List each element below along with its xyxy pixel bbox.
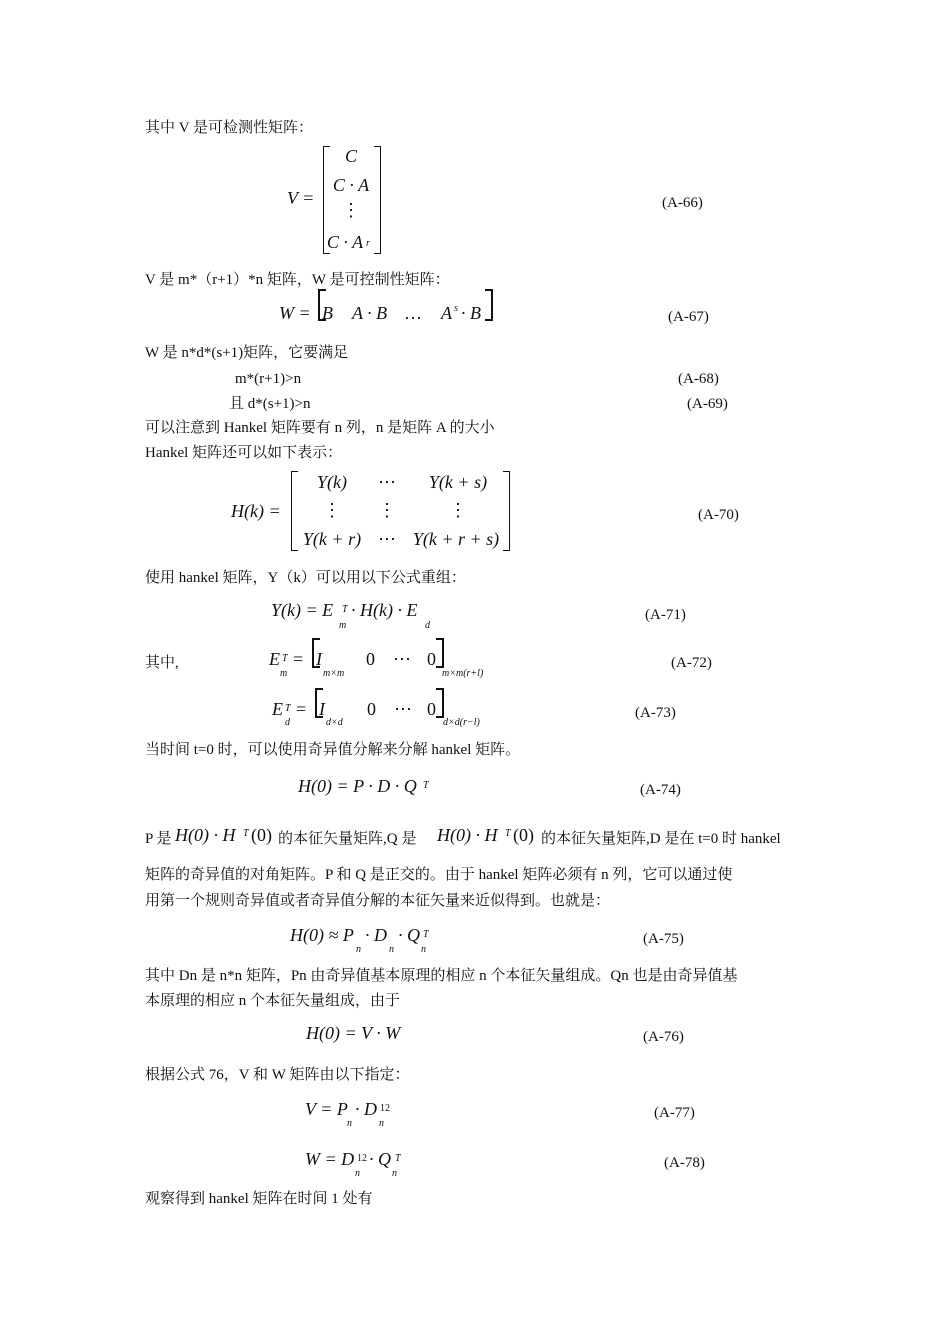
eq-label: (A-77) (654, 1105, 695, 1121)
text-line: 观察得到 hankel 矩阵在时间 1 处有 (145, 1191, 373, 1207)
e71-sup: T (342, 604, 348, 615)
inline-math: (0) (513, 825, 534, 845)
e73-sub: d (285, 717, 290, 728)
eq-label: (A-69) (687, 396, 728, 412)
eq-label: (A-76) (643, 1029, 684, 1045)
v-row-3: ⋮ (342, 200, 360, 220)
eq-label: (A-70) (698, 507, 739, 523)
eq-label: (A-78) (664, 1155, 705, 1171)
e73-sub-i: d×d (326, 717, 343, 728)
e73-cell: 0 (367, 699, 376, 719)
text-line: 用第一个规则奇异值或者奇异值分解的本征矢量来近似得到。也就是： (145, 893, 611, 909)
e72-cell: ⋯ (393, 649, 411, 669)
v-lhs: V = (287, 188, 315, 208)
w-cell: A (441, 303, 452, 323)
h-cell: ⋯ (378, 529, 396, 549)
inline-math: (0) (251, 825, 272, 845)
text-line: 根据公式 76，V 和 W 矩阵由以下指定： (145, 1067, 410, 1083)
e75-sub: n (389, 944, 394, 955)
e78-text: W = D (305, 1149, 355, 1169)
e71-text: Y(k) = E (271, 600, 334, 620)
text-line: 其中, (145, 655, 179, 671)
e71-rest: · H(k) · E (351, 600, 418, 620)
e74-sup: T (423, 780, 429, 791)
text-line: 其中 V 是可检测性矩阵： (145, 120, 314, 136)
e75-text: H(0) ≈ P (290, 925, 354, 945)
w-lhs: W = (279, 303, 311, 323)
text-line: 的本征矢量矩阵,Q 是 (278, 831, 417, 847)
e72-cell: 0 (427, 649, 436, 669)
e73-sup: T (285, 703, 291, 714)
inline-sup: T (505, 828, 511, 839)
h-cell: Y(k + s) (428, 472, 488, 492)
condition: m*(r+1)>n (235, 371, 302, 387)
text-line: W 是 n*d*(s+1)矩阵，它要满足 (145, 345, 349, 361)
v-row-2: C · A (332, 175, 370, 195)
e73-cell: 0 (427, 699, 436, 719)
e78-sub: n (355, 1168, 360, 1179)
e78-sup: T (395, 1153, 401, 1164)
e73-cell: I (319, 699, 325, 719)
inline-math: H(0) · H (437, 825, 498, 845)
h-cell: Y(k + r + s) (412, 529, 500, 549)
text-line: 其中 Dn 是 n*n 矩阵，Pn 由奇异值基本原理的相应 n 个本征矢量组成。Qn 也是由奇异值基 (145, 968, 738, 984)
h-cell: ⋮ (323, 500, 341, 520)
eq-label: (A-74) (640, 782, 681, 798)
w-cell: … (404, 303, 422, 323)
text-line: 矩阵的奇异值的对角矩阵。P 和 Q 是正交的。由于 hankel 矩阵必须有 n 列，它可以通过使 (145, 867, 733, 883)
e72-sub-out: m×m(r+l) (442, 668, 484, 679)
e71-sub: d (425, 620, 430, 631)
e77-rest: · D (355, 1099, 377, 1119)
e77-exp: 12 (380, 1103, 390, 1114)
e78-rest: · Q (369, 1149, 391, 1169)
w-right-bracket (485, 289, 493, 321)
v-sup: r (366, 238, 370, 249)
v-row-4: C · A (326, 232, 364, 252)
h-cell: ⋯ (378, 472, 396, 492)
w-cell: · B (461, 303, 481, 323)
eq-label: (A-67) (668, 309, 709, 325)
e73-eq: = (296, 699, 307, 719)
e71-sub: m (339, 620, 347, 631)
eq-label: (A-66) (662, 195, 703, 211)
eq-label: (A-73) (635, 705, 676, 721)
text-line: 当时间 t=0 时，可以使用奇异值分解来分解 hankel 矩阵。 (145, 742, 521, 758)
e75-sub: n (421, 944, 426, 955)
text-line: Hankel 矩阵还可以如下表示： (145, 445, 343, 461)
inline-math: H(0) · H (175, 825, 236, 845)
e75-sup: T (423, 929, 429, 940)
eq-label: (A-75) (643, 931, 684, 947)
e73-cell: ⋯ (394, 699, 412, 719)
eq-label: (A-71) (645, 607, 686, 623)
condition: 且 d*(s+1)>n (229, 396, 311, 412)
e72-cell: I (316, 649, 322, 669)
e78-exp: 12 (357, 1153, 367, 1164)
e77-sub: n (347, 1118, 352, 1129)
e73-right-bracket (436, 688, 444, 718)
e72-sub-i: m×m (323, 668, 345, 679)
e75-rest: · D (365, 925, 387, 945)
e72-lhs: E (269, 649, 280, 669)
e72-cell: 0 (366, 649, 375, 669)
eq-label: (A-68) (678, 371, 719, 387)
h-cell: ⋮ (449, 500, 467, 520)
e75-sub: n (356, 944, 361, 955)
v-right-bracket (374, 146, 381, 254)
e72-eq: = (293, 649, 304, 669)
inline-sup: T (243, 828, 249, 839)
e77-text: V = P (305, 1099, 348, 1119)
e72-sup: T (282, 653, 288, 664)
e73-sub-out: d×d(r−l) (443, 717, 480, 728)
v-row-1: C (344, 146, 357, 166)
text-line: V 是 m*（r+1）*n 矩阵，W 是可控制性矩阵： (145, 272, 450, 288)
text-line: 使用 hankel 矩阵，Y（k）可以用以下公式重组： (145, 570, 466, 586)
text-line: 可以注意到 Hankel 矩阵要有 n 列，n 是矩阵 A 的大小 (145, 420, 495, 436)
e78-sub: n (392, 1168, 397, 1179)
e73-lhs: E (272, 699, 283, 719)
h-cell: Y(k) (317, 472, 347, 492)
e75-rest: · Q (398, 925, 420, 945)
w-cell: A · B (352, 303, 388, 323)
w-sup: s (454, 303, 458, 314)
h-lhs: H(k) = (231, 501, 281, 521)
e77-sub: n (379, 1118, 384, 1129)
text-line: P 是 (145, 831, 172, 847)
e72-right-bracket (436, 638, 444, 668)
e76-text: H(0) = V · W (306, 1023, 401, 1043)
eq-label: (A-72) (671, 655, 712, 671)
h-cell: ⋮ (378, 500, 396, 520)
h-cell: Y(k + r) (302, 529, 362, 549)
e74-text: H(0) = P · D · Q (298, 776, 417, 796)
w-cell: B (322, 303, 333, 323)
text-line: 本原理的相应 n 个本征矢量组成，由于 (145, 993, 401, 1009)
text-line: 的本征矢量矩阵,D 是在 t=0 时 hankel (541, 831, 781, 847)
e72-sub: m (280, 668, 288, 679)
